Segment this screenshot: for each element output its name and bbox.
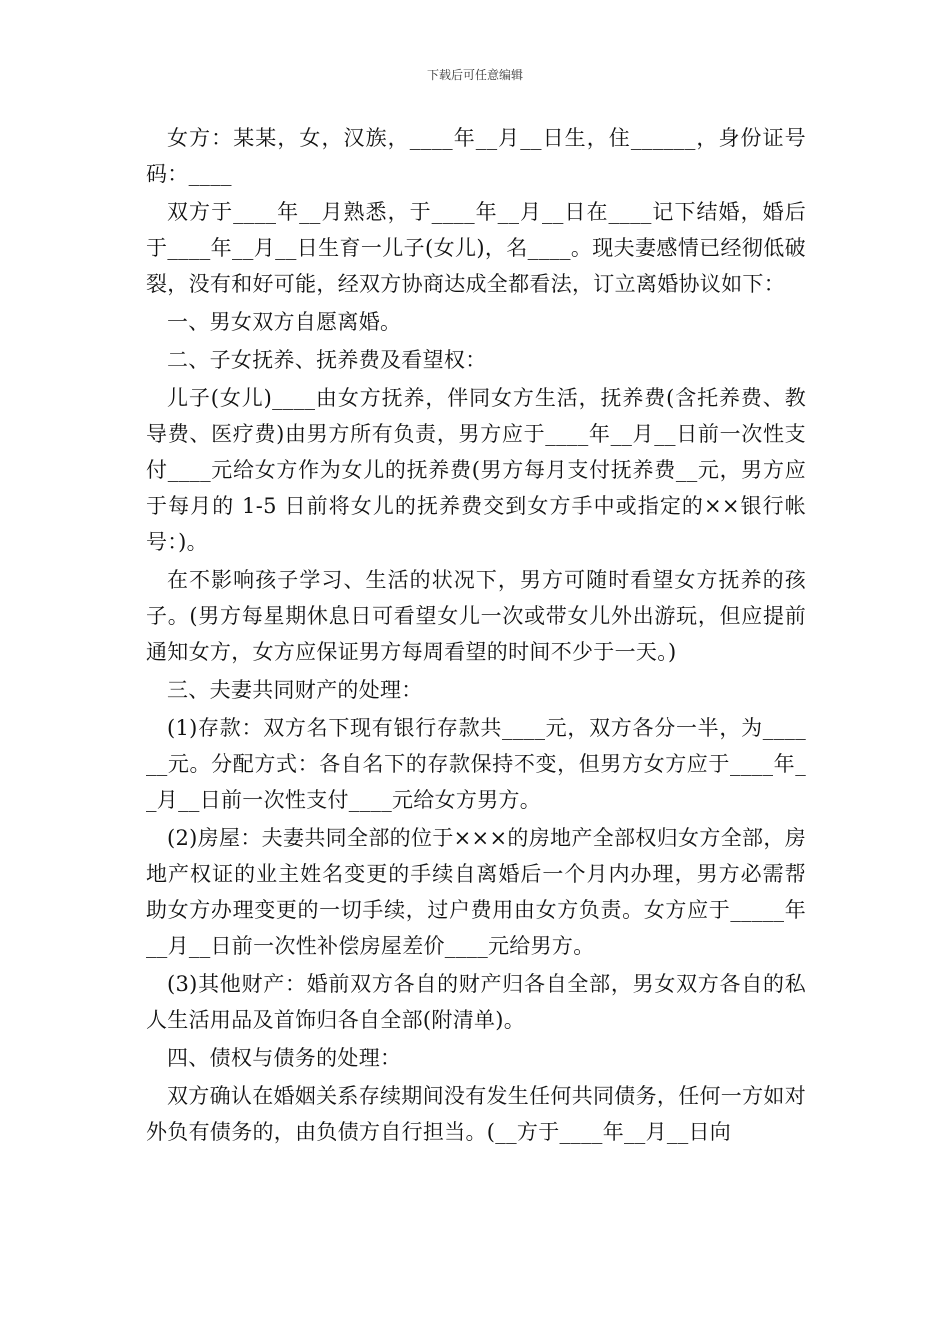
paragraph-child-support: 儿子(女儿)____由女方抚养，伴同女方生活，抚养费(含托养费、教导费、医疗费)由男方所有负责，男方应于____年__月__日前一次性支付____元给女方作为女儿的抚养费(男方每月支付抚养费__元，男方应于每月的 1-5 日前将女儿的抚养费交到女方手中或指定的××银行帐号：)。: [146, 386, 806, 554]
paragraph-clause-3-heading: 三、夫妻共同财产的处理：: [167, 678, 423, 702]
paragraph-clause-1: 一、男女双方自愿离婚。: [167, 310, 402, 334]
paragraph-deposits: (1)存款：双方名下现有银行存款共____元，双方各分一半，为______元。分配方式：各自名下的存款保持不变，但男方女方应于____年__月__日前一次性支付____元给女方男方。: [146, 716, 806, 812]
paragraph-party-female: 女方：某某，女，汉族，____年__月__日生，住______，身份证号码：____: [146, 126, 806, 186]
paragraph-marriage-background: 双方于____年__月熟悉，于____年__月__日在____记下结婚，婚后于____年__月__日生育一儿子(女儿)，名____。现夫妻感情已经彻低破裂，没有和好可能，经双方协商达成全都看法，订立离婚协议如下：: [146, 200, 806, 296]
paragraph-clause-2-heading: 二、子女抚养、抚养费及看望权：: [167, 348, 487, 372]
document-body: [146, 120, 806, 1150]
paragraph-other-property: (3)其他财产：婚前双方各自的财产归各自全部，男女双方各自的私人生活用品及首饰归各自全部(附清单)。: [146, 972, 806, 1032]
paragraph-debts: 双方确认在婚姻关系存续期间没有发生任何共同债务，任何一方如对外负有债务的，由负债方自行担当。(__方于____年__月__日向: [146, 1084, 806, 1144]
paragraph-clause-4-heading: 四、债权与债务的处理：: [167, 1046, 402, 1070]
page-header-note: 下载后可任意编辑: [426, 68, 523, 82]
paragraph-visitation: 在不影响孩子学习、生活的状况下，男方可随时看望女方抚养的孩子。(男方每星期休息日可看望女儿一次或带女儿外出游玩，但应提前通知女方，女方应保证男方每周看望的时间不少于一天。): [146, 568, 806, 664]
paragraph-house: (2)房屋：夫妻共同全部的位于×××的房地产全部权归女方全部，房地产权证的业主姓名变更的手续自离婚后一个月内办理，男方必需帮助女方办理变更的一切手续，过户费用由女方负责。女方应于_____年__月__日前一次性补偿房屋差价____元给男方。: [146, 826, 806, 958]
